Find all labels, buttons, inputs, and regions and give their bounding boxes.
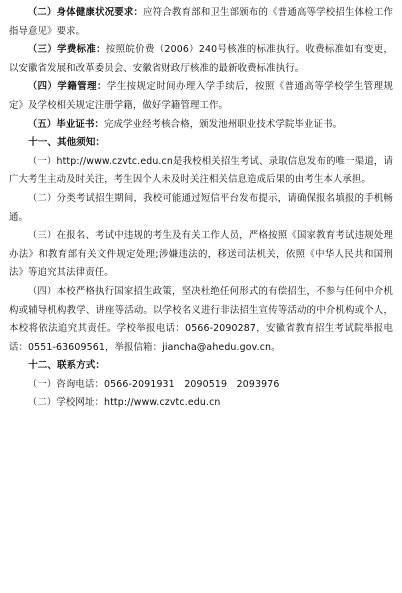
section-12-title: 十二、联系方式： (28, 360, 105, 372)
section-11-title: 十一、其他须知： (28, 137, 105, 149)
cert-text: 完成学业经考核合格，颁发池州职业技术学院毕业证书。 (104, 118, 343, 130)
cert-label: （五）毕业证书： (27, 118, 104, 130)
contact-website[interactable]: （二）学校网址：http://www.czvtc.edu.cn (27, 397, 221, 409)
admin-label: （四）学籍管理： (27, 81, 107, 93)
notice-item-3: （三）在报名、考试中违规的考生及有关工作人员，严格按照《国家教育考试违规处理办法》和教育部有关文件规定处理;涉嫌违法的，移送司法机关，依照《中华人民共和国刑法》等追究其法律责任。 (9, 230, 393, 279)
notice-item-4: （四）本校严格执行国家招生政策，坚决杜绝任何形式的有偿招生，不参与任何中介机构或辅导机构教学、讲座等活动。以学校名义进行非法招生宣传等活动的中介机构或个人，本校将依法追究其责任。学校举报电话：0566-2090287，安徽省教育招生考试院举报电话：0551-63609561，举报信箱：jiancha@ahedu.gov.cn。 (9, 285, 393, 353)
paragraph-tuition-standard (9, 41, 393, 78)
document-page (0, 4, 402, 593)
paragraph-health-requirements (9, 4, 393, 41)
contact-phone: （一）咨询电话：0566-2091931 2090519 2093976 (27, 378, 280, 390)
health-label: （二）身体健康状况要求： (27, 7, 144, 18)
paragraph-enrollment-management (9, 78, 393, 115)
health-text: 应符合教育部和卫生部颁布的《普通高等学校招生体检工作指导意见》要求。 (9, 7, 393, 37)
notice-item-2: （二）分类考试招生期间，我校可能通过短信平台发布提示，请确保报名填报的手机畅通。 (9, 192, 393, 223)
notice-item-1: （一）http://www.czvtc.edu.cn是我校相关招生考试、录取信息发布的唯一渠道，请广大考生主动及时关注，考生因个人未及时关注相关信息造成后果的由考生本人承担。 (9, 155, 393, 186)
fee-text: 按照皖价费（2006）240号核准的标准执行。收费标准如有变更，以安徽省发展和改革委员会、安徽省财政厅核准的最新收费标准执行。 (9, 44, 394, 74)
admin-text: 学生按规定时间办理入学手续后，按照《普通高等学校学生管理规定》及学校相关规定注册学籍，做好学籍管理工作。 (9, 81, 394, 111)
fee-label: （三）学费标准： (27, 44, 106, 56)
paragraph-diploma (9, 116, 393, 135)
